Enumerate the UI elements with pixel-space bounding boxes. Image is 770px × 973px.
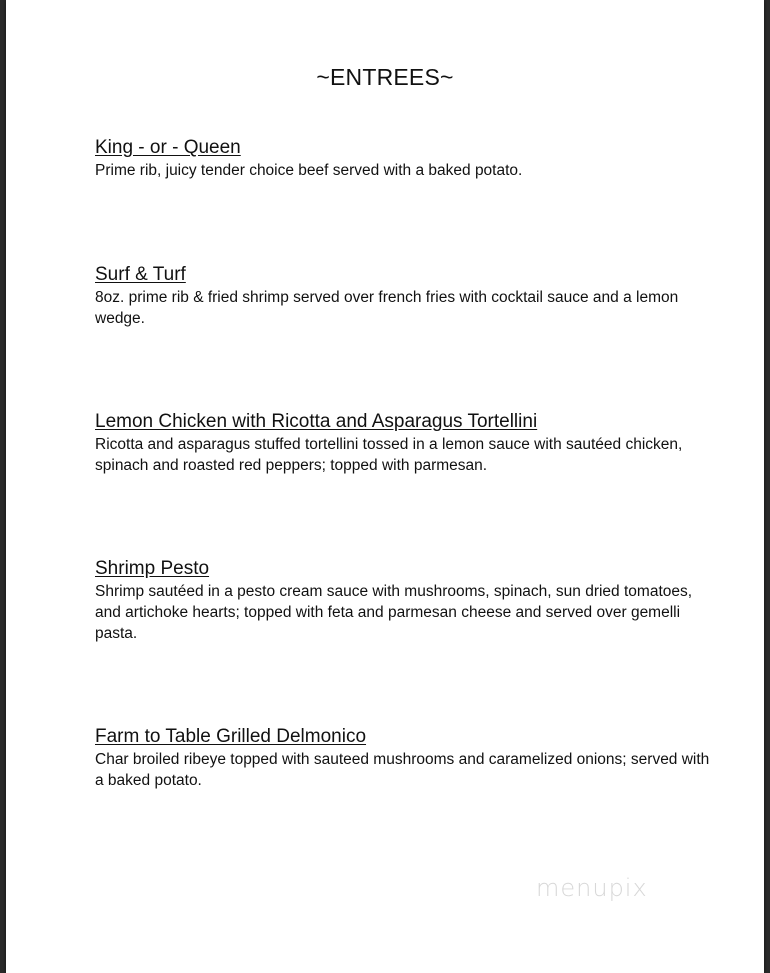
menu-item-description: Shrimp sautéed in a pesto cream sauce with mushrooms, spinach, sun dried tomatoes, and artichoke hearts; topped with feta and parmesan cheese and served over gemelli pasta. xyxy=(95,583,693,642)
menu-item-description: Prime rib, juicy tender choice beef served with a baked potato. xyxy=(95,162,523,179)
menu-item xyxy=(95,725,715,791)
menu-item xyxy=(95,263,715,329)
menu-item-name: Lemon Chicken with Ricotta and Asparagus Tortellini xyxy=(95,411,538,432)
menu-page xyxy=(6,0,764,973)
menu-item xyxy=(95,557,715,644)
menu-item-description: Char broiled ribeye topped with sauteed mushrooms and caramelized onions; served with a baked potato. xyxy=(95,751,710,789)
menu-item-name: Surf & Turf xyxy=(95,264,186,285)
menu-item-name: King - or - Queen xyxy=(95,137,241,158)
menu-item xyxy=(95,410,715,476)
menu-item-description: Ricotta and asparagus stuffed tortellini tossed in a lemon sauce with sautéed chicken, spinach and roasted red peppers; topped with parmesan. xyxy=(95,436,683,474)
menu-item-description: 8oz. prime rib & fried shrimp served over french fries with cocktail sauce and a lemon wedge. xyxy=(95,289,679,327)
menu-item xyxy=(95,136,715,181)
watermark-logo: menupix xyxy=(536,874,648,902)
menu-item-name: Shrimp Pesto xyxy=(95,558,210,579)
page-title: ~ENTREES~ xyxy=(316,64,454,90)
menu-item-name: Farm to Table Grilled Delmonico xyxy=(95,726,367,747)
